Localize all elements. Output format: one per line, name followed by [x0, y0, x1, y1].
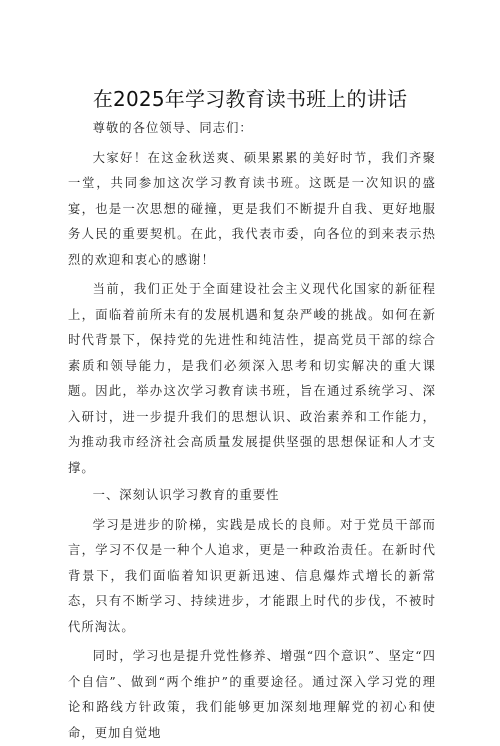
- paragraph-context: 当前，我们正处于全面建设社会主义现代化国家的新征程上，面临着前所未有的发展机遇和复杂严峻的挑战。如何在新时代背景下，保持党的先进性和纯洁性，提高党员干部的综合素质和领导能力，是我们必须深入思考和切实解决的重大课题。因此，举办这次学习教育读书班，旨在通过系统学习、深入研讨，进一步提升我们的思想认识、政治素养和工作能力，为推动我市经济社会高质量发展提供坚强的思想保证和人才支撑。: [68, 282, 436, 475]
- salutation: 尊敬的各位领导、同志们：: [92, 121, 253, 135]
- section-heading: 一、深刻认识学习教育的重要性: [92, 488, 280, 502]
- paragraph-opening: 大家好！在这金秋送爽、硕果累累的美好时节，我们齐聚一堂，共同参加这次学习教育读书班。这既是一次知识的盛宴，也是一次思想的碰撞，更是我们不断提升自我、更好地服务人民的重要契机。在此，我代表市委，向各位的到来表示热烈的欢迎和衷心的感谢！: [68, 150, 436, 267]
- document-title: 在2025年学习教育读书班上的讲话: [92, 87, 408, 111]
- paragraph-learning: 学习是进步的阶梯，实践是成长的良师。对于党员干部而言，学习不仅是一种个人追求，更是一种政治责任。在新时代背景下，我们面临着知识更新迅速、信息爆炸式增长的新常态，只有不断学习、持续进步，才能跟上时代的步伐，不被时代所淘汰。: [68, 517, 436, 634]
- document-body: [68, 116, 436, 746]
- paragraph-party-spirit: 同时，学习也是提升党性修养、增强“四个意识”、坚定“四个自信”、做到“两个维护”的重要途径。通过深入学习党的理论和路线方针政策，我们能够更加深刻地理解党的初心和使命，更加自觉地: [68, 649, 436, 740]
